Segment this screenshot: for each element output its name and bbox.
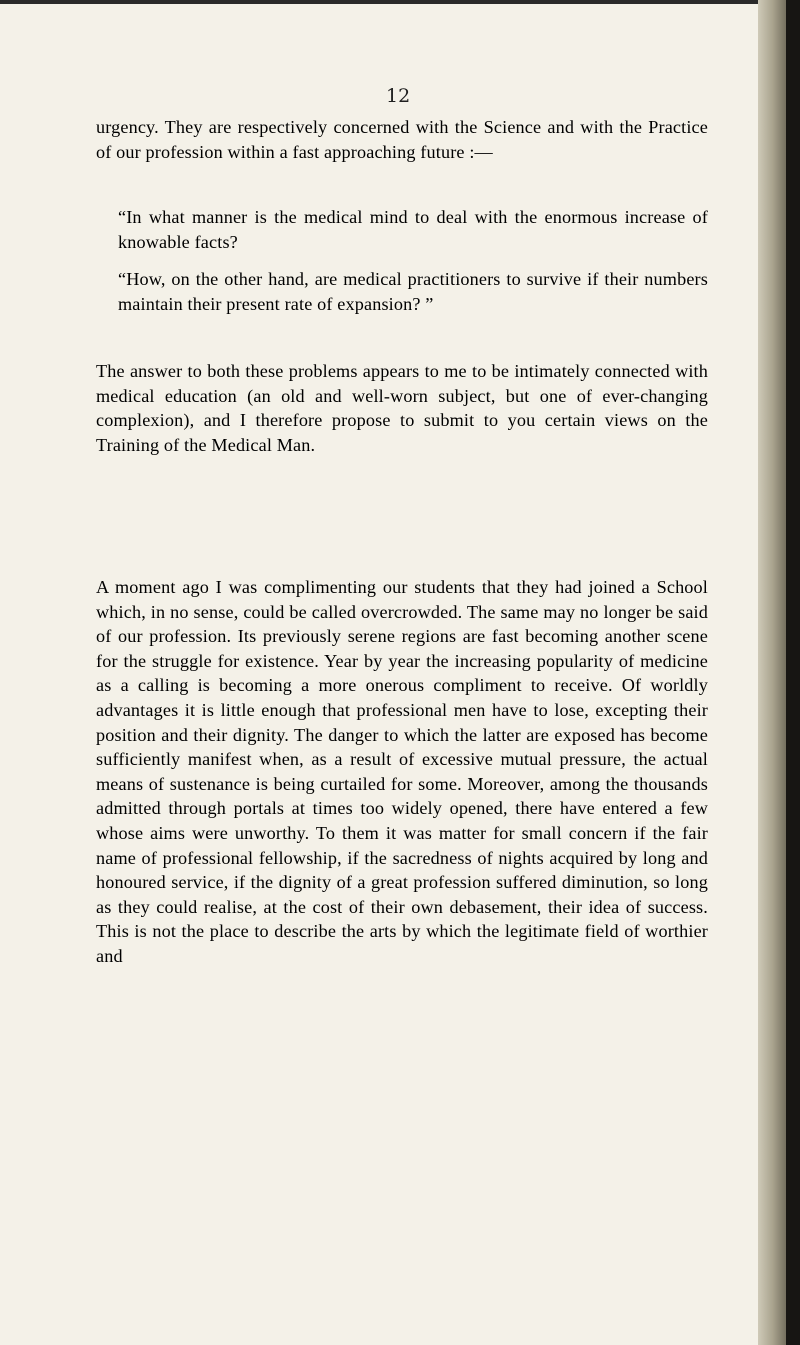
- page-binding-shadow: [786, 0, 800, 1345]
- top-edge-rule: [0, 0, 760, 4]
- paragraph-answer: The answer to both these problems appears to me to be intimately connected with medical education (an old and well-worn subject, but one of ever-changing complexion), and I therefore propose to submit to you certain views on the Training of the Medical Man.: [96, 361, 708, 455]
- paragraph-intro: urgency. They are respectively concerned with the Science and with the Practice of our profession within a fast approaching future :—: [96, 117, 708, 162]
- paragraph-discussion: A moment ago I was complimenting our students that they had joined a School which, in no sense, could be called overcrowded. The same may no longer be said of our profession. Its previously serene regions are fast becoming another scene for the struggle for existence. Year by year the increasing popularity of medicine as a calling is becoming a more onerous compliment to receive. Of worldly advantages it is little enough that professional men have to lose, excepting their position and their dignity. The danger to which the latter are exposed has become sufficiently manifest when, as a result of excessive mutual pressure, the actual means of sustenance is being curtailed for some. Moreover, among the thousands admitted through portals at times too widely opened, there have entered a few whose aims were unworthy. To them it was matter for small concern if the fair name of professional fellowship, if the sacredness of nights acquired by long and honoured service, if the dignity of a great profession suffered diminution, so long as they could realise, at the cost of their own debasement, their idea of success. This is not the place to describe the arts by which the legitimate field of worthier and: [96, 577, 708, 966]
- page-number: 12: [386, 85, 411, 107]
- quoted-question-two: “How, on the other hand, are medical practitioners to survive if their numbers maintain their present rate of expansion? ”: [118, 269, 708, 314]
- quoted-question-one: “In what manner is the medical mind to deal with the enormous increase of knowable facts?: [118, 207, 708, 252]
